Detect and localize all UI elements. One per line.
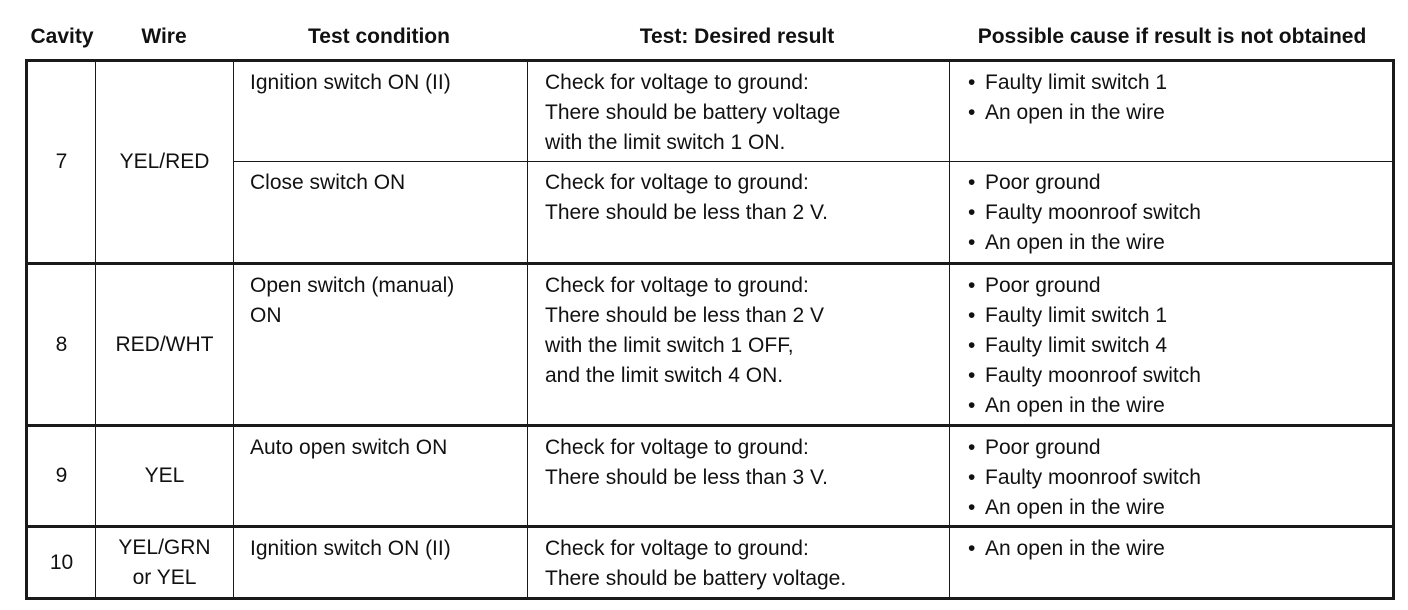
cause-item: • Faulty limit switch 1 [968, 301, 1392, 331]
cause-list [968, 168, 1392, 258]
condition-cell [234, 61, 528, 162]
table-row [27, 264, 1394, 426]
cavity-cell [27, 527, 96, 599]
cause-item: • Faulty limit switch 1 [968, 68, 1392, 98]
cause-item: • Poor ground [968, 433, 1392, 463]
result-text: with the limit switch 1 ON. [545, 131, 786, 154]
cause-list [968, 433, 1392, 523]
cause-item: • Poor ground [968, 271, 1392, 301]
result-text: and the limit switch 4 ON. [545, 364, 784, 387]
condition-text: Open switch (manual) [250, 274, 455, 297]
table-row [27, 527, 1394, 599]
cause-item: • Poor ground [968, 168, 1392, 198]
cavity-number: 10 [49, 550, 74, 574]
cavity-cell [27, 264, 96, 426]
cause-item: • Faulty moonroof switch [968, 198, 1392, 228]
result-text: Check for voltage to ground: [545, 71, 809, 94]
cause-item: • An open in the wire [968, 228, 1392, 258]
result-text: Check for voltage to ground: [545, 274, 809, 297]
wire-color: YEL/RED [119, 150, 210, 173]
wire-cell [96, 61, 234, 264]
condition-text: Ignition switch ON (II) [250, 71, 451, 94]
cavity-number: 9 [55, 464, 68, 487]
cavity-cell [27, 426, 96, 527]
result-text: There should be battery voltage [545, 101, 841, 124]
result-text: Check for voltage to ground: [545, 537, 809, 560]
cause-list [968, 271, 1392, 421]
condition-cell [234, 264, 528, 426]
wire-cell [96, 264, 234, 426]
cause-item: • An open in the wire [968, 534, 1392, 564]
cause-item: • Faulty moonroof switch [968, 361, 1392, 391]
cavity-number: 7 [55, 150, 68, 173]
test-table [25, 59, 1395, 600]
wire-color: YEL [144, 464, 185, 487]
header-test-condition: Test condition [308, 25, 450, 48]
wire-color: or YEL [132, 565, 197, 589]
cause-cell [950, 426, 1394, 527]
result-text: with the limit switch 1 OFF, [545, 334, 794, 357]
result-text: Check for voltage to ground: [545, 171, 809, 194]
condition-text: Close switch ON [250, 171, 406, 194]
table-row [27, 61, 1394, 162]
condition-text: Auto open switch ON [250, 436, 448, 459]
cause-cell [950, 527, 1394, 599]
result-cell [528, 264, 950, 426]
result-cell [528, 61, 950, 162]
cause-list [968, 68, 1392, 128]
condition-text: Ignition switch ON (II) [250, 537, 451, 560]
wire-cell [96, 527, 234, 599]
cause-cell [950, 61, 1394, 162]
cause-item: • An open in the wire [968, 391, 1392, 421]
cause-item: • Faulty limit switch 4 [968, 331, 1392, 361]
wire-color: RED/WHT [115, 332, 214, 356]
cause-cell [950, 264, 1394, 426]
header-desired-result: Test: Desired result [639, 25, 835, 48]
header-possible-cause: Possible cause if result is not obtained [977, 25, 1367, 48]
wire-cell [96, 426, 234, 527]
cause-list [968, 534, 1392, 564]
result-text: There should be less than 2 V [545, 304, 825, 327]
condition-cell [234, 426, 528, 527]
cause-item: • Faulty moonroof switch [968, 463, 1392, 493]
condition-cell [234, 162, 528, 264]
header-wire: Wire [141, 25, 187, 48]
cavity-number: 8 [55, 332, 68, 356]
table-row [27, 426, 1394, 527]
condition-text: ON [250, 304, 282, 327]
condition-cell [234, 527, 528, 599]
wire-color: YEL/GRN [118, 535, 211, 559]
header-cavity: Cavity [30, 25, 94, 48]
result-cell [528, 527, 950, 599]
result-text: There should be battery voltage. [545, 567, 847, 590]
cause-item: • An open in the wire [968, 493, 1392, 523]
cause-cell [950, 162, 1394, 264]
result-cell [528, 426, 950, 527]
result-cell [528, 162, 950, 264]
result-text: There should be less than 2 V. [545, 201, 828, 224]
result-text: Check for voltage to ground: [545, 436, 809, 459]
result-text: There should be less than 3 V. [545, 466, 828, 489]
cause-item: • An open in the wire [968, 98, 1392, 128]
cavity-cell [27, 61, 96, 264]
